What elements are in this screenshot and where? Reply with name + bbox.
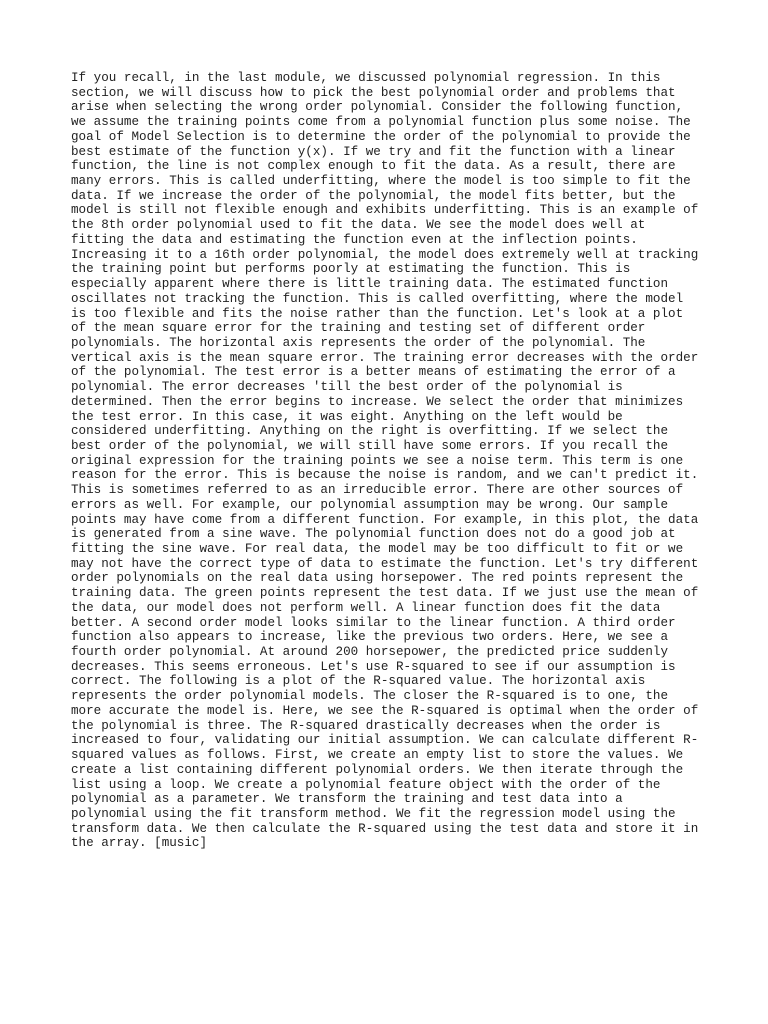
- text-line: the polynomial is three. The R-squared drastically decreases when the order is: [71, 718, 661, 733]
- text-line: considered underfitting. Anything on the right is overfitting. If we select the: [71, 424, 669, 439]
- text-line: best estimate of the function y(x). If we try and fit the function with a linear: [71, 144, 676, 159]
- text-line: vertical axis is the mean square error. The training error decreases with the order: [71, 350, 699, 365]
- text-line: the 8th order polynomial used to fit the data. We see the model does well at: [71, 218, 646, 233]
- text-line: list using a loop. We create a polynomial feature object with the order of the: [71, 777, 661, 792]
- transcript-text: [71, 71, 698, 851]
- text-line: represents the order polynomial models. The closer the R-squared is to one, the: [71, 689, 669, 704]
- text-line: we assume the training points come from a polynomial function plus some noise. The: [71, 115, 691, 130]
- text-line: more accurate the model is. Here, we see the R-squared is optimal when the order of: [71, 703, 699, 718]
- text-line: function also appears to increase, like the previous two orders. Here, we see a: [71, 630, 669, 645]
- text-line: correct. The following is a plot of the R-squared value. The horizontal axis: [71, 674, 646, 689]
- text-line: the test error. In this case, it was eight. Anything on the left would be: [71, 409, 623, 424]
- text-line: better. A second order model looks similar to the linear function. A third order: [71, 615, 676, 630]
- text-line: create a list containing different polynomial orders. We then iterate through the: [71, 762, 684, 777]
- text-line: points may have come from a different function. For example, in this plot, the data: [71, 512, 699, 527]
- text-line: may not have the correct type of data to estimate the function. Let's try different: [71, 556, 699, 571]
- text-line: determined. Then the error begins to increase. We select the order that minimizes: [71, 394, 684, 409]
- text-line: order polynomials on the real data using horsepower. The red points represent the: [71, 571, 684, 586]
- text-line: is generated from a sine wave. The polynomial function does not do a good job at: [71, 527, 676, 542]
- text-line: errors as well. For example, our polynomial assumption may be wrong. Our sample: [71, 497, 669, 512]
- text-line: Increasing it to a 16th order polynomial, the model does extremely well at tracking: [71, 247, 699, 262]
- text-line: function, the line is not complex enough to fit the data. As a result, there are: [71, 159, 676, 174]
- text-line: fourth order polynomial. At around 200 horsepower, the predicted price suddenly: [71, 645, 669, 660]
- text-line: increased to four, validating our initial assumption. We can calculate different R-: [71, 733, 699, 748]
- text-line: If you recall, in the last module, we discussed polynomial regression. In this: [71, 71, 661, 85]
- text-line: squared values as follows. First, we create an empty list to store the values. We: [71, 748, 684, 763]
- text-line: data. If we increase the order of the polynomial, the model fits better, but the: [71, 188, 676, 203]
- text-line: reason for the error. This is because the noise is random, and we can't predict it.: [71, 468, 699, 483]
- text-line: is too flexible and fits the noise rather than the function. Let's look at a plot: [71, 306, 684, 321]
- text-line: transform data. We then calculate the R-squared using the test data and store it in: [71, 821, 699, 836]
- text-line: of the mean square error for the training and testing set of different order: [71, 321, 646, 336]
- text-line: goal of Model Selection is to determine the order of the polynomial to provide the: [71, 129, 691, 144]
- text-line: training data. The green points represent the test data. If we just use the mean of: [71, 586, 699, 601]
- text-line: fitting the sine wave. For real data, the model may be too difficult to fit or we: [71, 542, 684, 556]
- text-line: This is sometimes referred to as an irreducible error. There are other sources of: [71, 483, 684, 498]
- text-line: many errors. This is called underfitting, where the model is too simple to fit the: [71, 174, 691, 189]
- text-line: decreases. This seems erroneous. Let's use R-squared to see if our assumption is: [71, 659, 676, 674]
- text-line: polynomial as a parameter. We transform the training and test data into a: [71, 792, 623, 807]
- text-line: arise when selecting the wrong order polynomial. Consider the following function,: [71, 100, 684, 115]
- text-line: original expression for the training points we see a noise term. This term is one: [71, 453, 684, 468]
- text-line: model is still not flexible enough and exhibits underfitting. This is an example of: [71, 203, 699, 218]
- text-line: fitting the data and estimating the function even at the inflection points.: [71, 232, 638, 247]
- text-line: especially apparent where there is little training data. The estimated function: [71, 277, 669, 292]
- text-line: section, we will discuss how to pick the best polynomial order and problems that: [71, 85, 676, 100]
- text-line: polynomial using the fit transform method. We fit the regression model using the: [71, 806, 676, 821]
- text-line: oscillates not tracking the function. This is called overfitting, where the model: [71, 291, 684, 306]
- text-line: of the polynomial. The test error is a better means of estimating the error of a: [71, 365, 676, 380]
- text-line: polynomials. The horizontal axis represents the order of the polynomial. The: [71, 335, 646, 350]
- text-line: best order of the polynomial, we will still have some errors. If you recall the: [71, 438, 669, 453]
- text-line: the array. [music]: [71, 836, 208, 851]
- text-line: the data, our model does not perform well. A linear function does fit the data: [71, 600, 661, 615]
- text-line: polynomial. The error decreases 'till the best order of the polynomial is: [71, 380, 623, 395]
- text-line: the training point but performs poorly at estimating the function. This is: [71, 262, 631, 277]
